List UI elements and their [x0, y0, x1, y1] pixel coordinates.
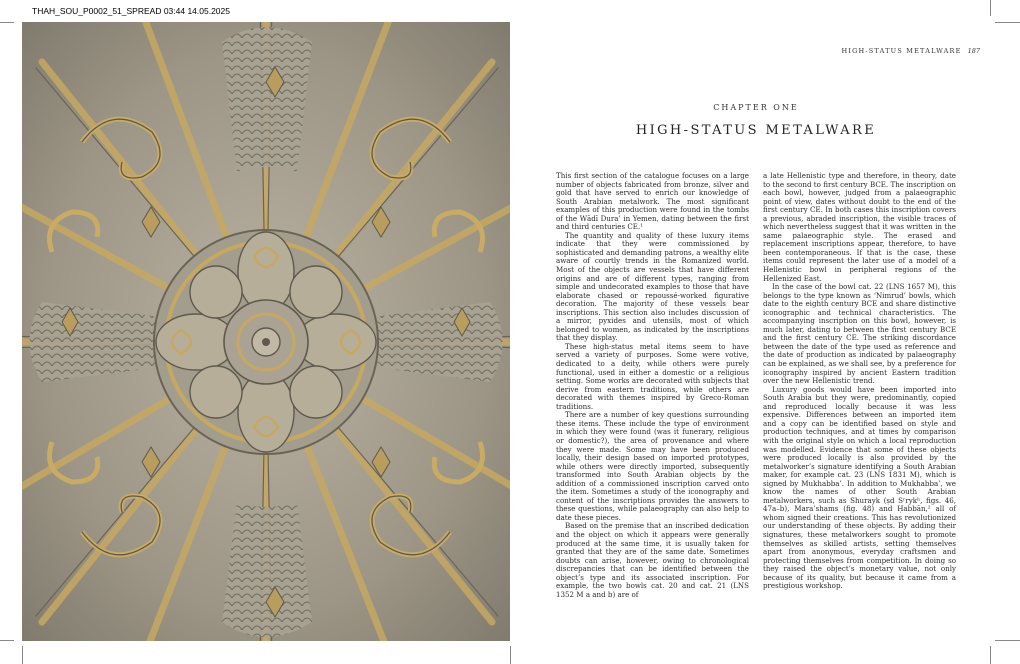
paragraph: The quantity and quality of these luxury items indicate that they were commissioned by sophisticated and demanding patrons, a wealthy elite aware of courtly trends in the Romanized world. Most of the objects are vessels that have different origins and are of different types, ranging from simple and undecorated examples to those that have elaborate chased or repoussé-worked figurative decoration. The majority of these vessels bear inscriptions. This section also includes discussion of a mirror, pyxides and utensils, most of which belonged to women, as indicated by the inscriptions that they display. — [556, 230, 749, 343]
crop-mark — [990, 646, 991, 664]
page-number: 187 — [967, 47, 980, 55]
paragraph: Based on the premise that an inscribed dedication and the object on which it appears were generally produced at the same time, it is usually taken for granted that they are of the same date. Sometimes doubts can arise, however, owing to chronological discrepancies that can be identified between the object’s type and its associated inscription. For example, the two bowls cat. 20 and cat. 21 (LNS 1352 M a and b) are of — [556, 521, 749, 599]
paragraph: These high-status metal items seem to have served a variety of purposes. Some were votive, dedicated to a deity, while others were purely functional, used in either a domestic or a religious setting. Some works are decorated with subjects that derive from eastern traditions, while others are decorated with themes inspired by Greco-Roman traditions. — [556, 341, 749, 411]
crop-mark — [990, 0, 991, 16]
text-column-left — [556, 172, 749, 599]
crop-mark — [0, 640, 14, 641]
crop-mark — [995, 640, 1020, 641]
paragraph: In the case of the bowl cat. 22 (LNS 1657 M), this belongs to the type known as ‘Nimrud’ bowls, which date to the eighth century BCE and share distinctive iconographic and technical characteristics. The accompanying inscription on this bowl, however, is much later, dating to between the first century BCE and the first century CE. The striking discordance between the date of the type used as reference and the date of production as indicated by palaeography can be explained, as we shall see, by a preference for iconography inspired by ancient Eastern tradition over the new Hellenistic trend. — [763, 282, 956, 386]
figure-metal-bowl-detail — [22, 22, 510, 641]
crop-mark — [22, 646, 23, 664]
print-slug: THAH_SOU_P0002_51_SPREAD 03:44 14.05.2025 — [32, 6, 230, 16]
paragraph: a late Hellenistic type and therefore, in theory, date to the second to first century BCE. The inscription on each bowl, however, judged from a palaeographic point of view, dates without doubt to the end of the first century CE. In both cases this inscription covers a previous, abraded inscription, the visible traces of which nevertheless suggest that it was written in the same palaeographic style. The erased and replacement inscriptions appear, therefore, to have been contemporaneous. If that is the case, these items could represent the later use of a model of a Hellenistic bowl in peripheral regions of the Hellenized East. — [763, 171, 956, 283]
crop-mark — [995, 22, 1020, 23]
paragraph: There are a number of key questions surrounding these items. These include the type of environment in which they were found (was it funerary, religious or domestic?), the area of provenance and where they were made. Some may have been produced locally, their design based on imported prototypes, while others were directly imported, subsequently transformed into South Arabian objects by the addition of a commissioned inscription carved onto the item. Sometimes a study of the iconography and content of the inscriptions provides the answers to these questions, while palaeography can also help to date these pieces. — [556, 410, 749, 522]
running-head-section: HIGH-STATUS METALWARE — [841, 47, 962, 55]
crop-mark — [510, 646, 511, 664]
paragraph: Luxury goods would have been imported into South Arabia but they were, predominantly, copied and reproduced locally because it was less expensive. Differences between an imported item and a copy can be identified based on style and production techniques, and at times by comparison with the original style on which a local reproduction was modelled. Evidence that some of these objects were produced locally is also provided by the metalworker’s signature identifying a South Arabian maker, for example cat. 23 (LNS 1831 M), which is signed by Mukhabba’. In addition to Mukhabba’, we know the names of other South Arabian metalworkers, such as Shurayk (ṣd Sʳrykʰ, figs. 46, 47a–b), Mara’shams (fig. 48) and Ḥabbān,² all of whom signed their creations. This has revolutionized our understanding of these objects. By adding their signatures, these metalworkers sought to promote themselves as skilled artists, setting themselves apart from anonymous, everyday craftsmen and protecting themselves from competition. In doing so they raised the object’s monetary value, not only because of its quality, but because it came from a prestigious workshop. — [763, 384, 956, 591]
engraved-bowl-illustration — [22, 22, 510, 641]
chapter-title: HIGH-STATUS METALWARE — [635, 123, 877, 138]
running-head — [841, 47, 980, 55]
chapter-label: CHAPTER ONE — [713, 103, 799, 112]
crop-mark — [0, 22, 14, 23]
paragraph: This first section of the catalogue focuses on a large number of objects fabricated from bronze, silver and gold that have served to enrich our knowledge of South Arabian metalwork. The most significant examples of this production were found in the tombs of the Wādī Dura’ in Yemen, dating between the first and third centuries CE.¹ — [556, 171, 749, 232]
text-column-right — [763, 172, 956, 591]
